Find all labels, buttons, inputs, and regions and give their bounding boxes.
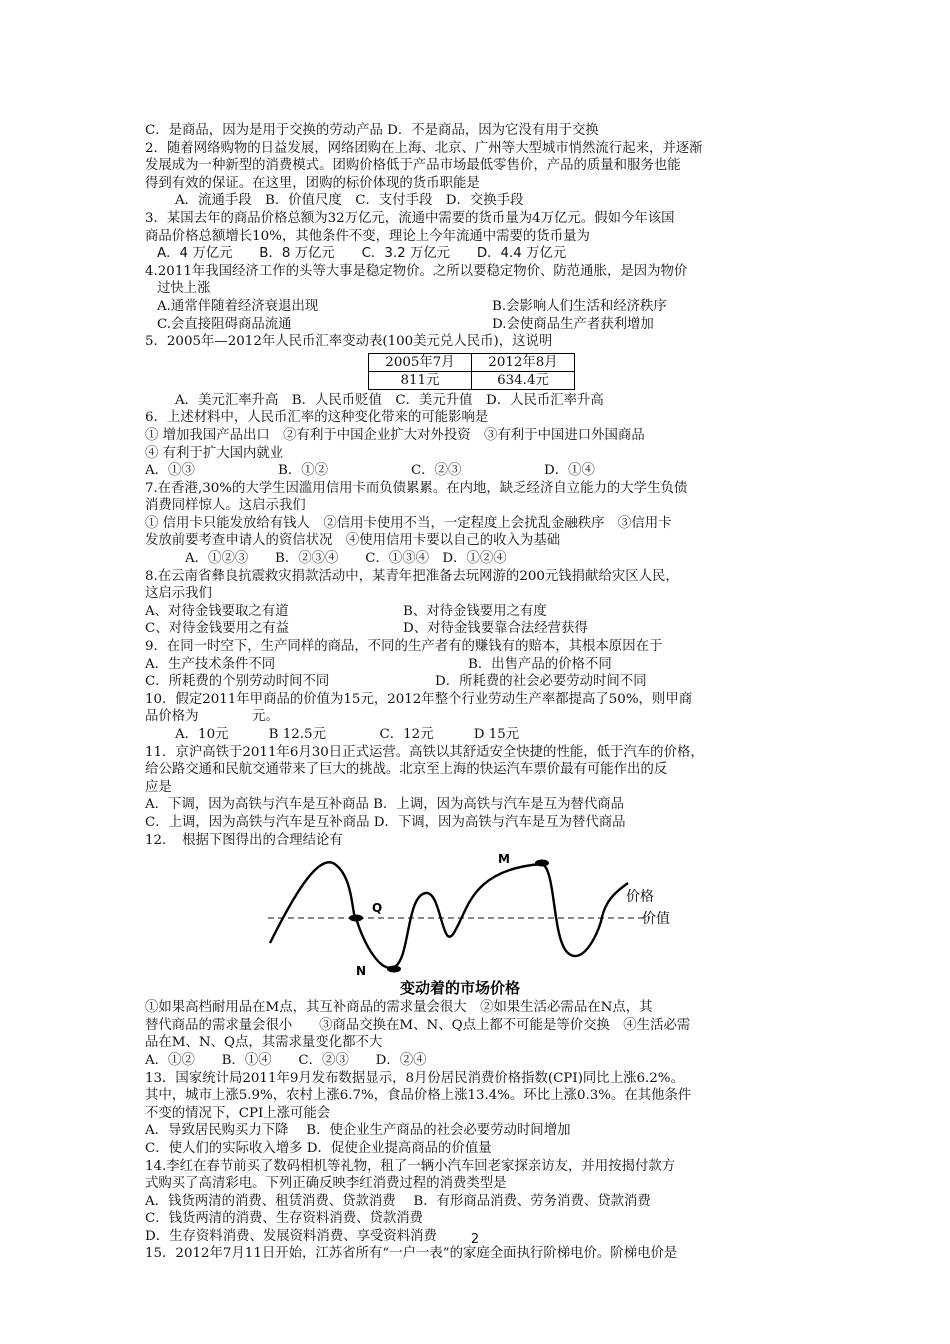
option-d: D.会使商品生产者获利增加 bbox=[492, 316, 654, 332]
option-c: C．所耗费的个别劳动时间不同 bbox=[145, 674, 330, 690]
text-line: C．上调，因为高铁与汽车是互补商品 D．下调，因为高铁与汽车是互为替代商品 bbox=[145, 814, 626, 830]
label-price: 价格 bbox=[626, 889, 654, 906]
question-4: 4.2011年我国经济工作的头等大事是稳定物价。之所以要稳定物价、防范通胀，是因为物价 bbox=[145, 263, 688, 279]
text-line: C．使人们的实际收入增多 D．促使企业提高商品的价值量 bbox=[145, 1140, 492, 1156]
table-cell: 811元 bbox=[369, 371, 472, 389]
text-line: 发展成为一种新型的消费模式。团购价格低于产品市场最低零售价，产品的质量和服务也能 bbox=[145, 158, 681, 174]
option-b: B.会影响人们生活和经济秩序 bbox=[492, 298, 667, 314]
text-line: 消费同样惊人。这启示我们 bbox=[145, 498, 306, 514]
question-13: 13．国家统计局2011年9月发布数据显示，8月份居民消费价格指数(CPI)同比上涨6.2%。 bbox=[145, 1070, 684, 1086]
text-line: 品在M、N、Q点，其需求量变化都不大 bbox=[145, 1035, 383, 1051]
option-a: A.通常伴随着经济衰退出现 bbox=[157, 298, 319, 314]
question-4-options-row bbox=[145, 316, 815, 334]
option-c: C.会直接阻碍商品流通 bbox=[157, 316, 292, 332]
option-b: B．出售产品的价格不同 bbox=[468, 656, 612, 672]
text-line: A．下调，因为高铁与汽车是互补商品 B．上调，因为高铁与汽车是互为替代商品 bbox=[145, 797, 625, 813]
question-3: 3．某国去年的商品价格总额为32万亿元，流通中需要的货币量为4万亿元。假如今年该国 bbox=[145, 210, 675, 226]
point-q-dot bbox=[349, 915, 363, 922]
question-8: 8.在云南省彝良抗震救灾捐款活动中，某青年把准备去玩网游的200元钱捐献给灾区人民， bbox=[145, 568, 679, 584]
text-line: 这启示我们 bbox=[145, 586, 212, 602]
price-curve-diagram bbox=[230, 849, 670, 999]
text-line: C．钱货两清的消费、生存资料消费、贷款消费 bbox=[145, 1211, 424, 1227]
question-5-options: A．美元汇率升高 B．人民币贬值 C．美元升值 D．人民币汇率升高 bbox=[175, 392, 604, 408]
question-8-options-row bbox=[145, 603, 815, 621]
text-line: 品价格为 元。 bbox=[145, 709, 279, 725]
option-a: A．①③ bbox=[145, 463, 195, 479]
text-line: C．是商品，因为是用于交换的劳动产品 D．不是商品，因为它没有用于交换 bbox=[145, 123, 599, 138]
option-d: D．所耗费的社会必要劳动时间不同 bbox=[435, 674, 647, 690]
text-line: 发放前要考查申请人的资信状况 ④使用信用卡要以自己的收入为基础 bbox=[145, 533, 561, 549]
label-q: Q bbox=[372, 901, 383, 916]
question-4-options-row bbox=[145, 298, 815, 316]
question-10-options: A．10元 B 12.5元 C．12元 D 15元 bbox=[175, 727, 520, 742]
question-9-options-row bbox=[145, 656, 815, 674]
table-cell: 634.4元 bbox=[472, 371, 575, 389]
table-header: 2005年7月 bbox=[369, 353, 472, 371]
question-3-options: A．4 万亿元 B．8 万亿元 C．3.2 万亿元 D．4.4 万亿元 bbox=[157, 246, 567, 262]
text-line: 式购买了高清彩电。下列正确反映李红消费过程的消费类型是 bbox=[145, 1176, 507, 1192]
question-14: 14.李红在春节前买了数码相机等礼物，租了一辆小汽车回老家探亲访友，并用按揭付款方 bbox=[145, 1158, 676, 1174]
question-15: 15．2012年7月11日开始，江苏省所有“一户一表”的家庭全面执行阶梯电价。阶梯电价是 bbox=[145, 1246, 678, 1262]
text-line: 其中，城市上涨5.9%，农村上涨6.7%，食品价格上涨13.4%。环比上涨0.3%。在其他条件 bbox=[145, 1088, 692, 1104]
text-line: 不变的情况下，CPI上涨可能会 bbox=[145, 1105, 331, 1121]
table-row bbox=[369, 371, 575, 389]
question-6: 6．上述材料中，人民币汇率的这种变化带来的可能影响是 bbox=[145, 410, 489, 426]
question-10: 10．假定2011年甲商品的价值为15元，2012年整个行业劳动生产率都提高了50%，则甲商 bbox=[145, 691, 693, 707]
text-line: A．钱货两清的消费、租赁消费、贷款消费 B．有形商品消费、劳务消费、贷款消费 bbox=[145, 1193, 651, 1209]
question-9-options-row bbox=[145, 673, 815, 691]
question-2: 2．随着网络购物的日益发展，网络团购在上海、北京、广州等大型城市悄然流行起来，并逐渐 bbox=[145, 140, 703, 156]
question-5: 5．2005年—2012年人民币汇率变动表(100美元兑人民币)，这说明 bbox=[145, 334, 553, 350]
text-line: ④ 有利于扩大国内就业 bbox=[145, 445, 284, 461]
text-line: ①如果高档耐用品在M点，其互补商品的需求量会很大 ②如果生活必需品在N点，其 bbox=[145, 1000, 653, 1016]
label-value: 价值 bbox=[642, 911, 670, 928]
question-12: 12． 根据下图得出的合理结论有 bbox=[145, 832, 343, 848]
text-line: A．导致居民购买力下降 B．使企业生产商品的社会必要劳动时间增加 bbox=[145, 1123, 571, 1139]
question-11: 11．京沪高铁于2011年6月30日正式运营。高铁以其舒适安全快捷的性能，低于汽车的价格， bbox=[145, 744, 704, 760]
question-2-options: A．流通手段 B．价值尺度 C．支付手段 D．交换手段 bbox=[175, 193, 524, 209]
option-a: A、对待金钱要取之有道 bbox=[145, 603, 289, 619]
point-n-dot bbox=[387, 966, 401, 973]
price-curve bbox=[270, 862, 628, 968]
page-number: 2 bbox=[470, 1232, 480, 1247]
question-9: 9．在同一时空下，生产同样的商品，不同的生产者有的赚钱有的赔本，其根本原因在于 bbox=[145, 639, 663, 655]
table-row bbox=[369, 353, 575, 371]
question-12-options: A．①② B．①④ C．②③ D．②④ bbox=[145, 1052, 427, 1068]
text-line: D．生存资料消费、发展资料消费、享受资料消费 bbox=[145, 1228, 437, 1244]
text-line: 替代商品的需求量会很小 ③商品交换在M、N、Q点上都不可能是等价交换 ④生活必需 bbox=[145, 1017, 691, 1033]
option-a: A．生产技术条件不同 bbox=[145, 656, 276, 672]
table-header: 2012年8月 bbox=[472, 353, 575, 371]
text-line: 应是 bbox=[145, 779, 172, 795]
label-n: N bbox=[356, 964, 367, 979]
option-c: C、对待金钱要用之有益 bbox=[145, 621, 290, 637]
option-d: D、对待金钱要靠合法经营获得 bbox=[403, 621, 588, 637]
option-d: D．①④ bbox=[544, 463, 595, 479]
document-body bbox=[145, 122, 815, 1263]
option-b: B、对待金钱要用之有度 bbox=[403, 603, 547, 619]
option-c: C．②③ bbox=[411, 463, 462, 479]
text-line: ① 信用卡只能发放给有钱人 ②信用卡使用不当，一定程度上会扰乱金融秩序 ③信用卡 bbox=[145, 515, 672, 531]
text-line: 过快上涨 bbox=[157, 281, 211, 297]
question-8-options-row bbox=[145, 620, 815, 638]
option-b: B．①② bbox=[278, 463, 329, 479]
text-line: 给公路交通和民航交通带来了巨大的挑战。北京至上海的快运汽车票价最有可能作出的反 bbox=[145, 762, 668, 778]
question-6-options bbox=[145, 462, 815, 480]
exchange-rate-table bbox=[368, 353, 575, 390]
price-value-figure bbox=[145, 849, 815, 999]
label-m: M bbox=[498, 852, 510, 867]
question-7: 7.在香港,30%的大学生因滥用信用卡而负债累累。在内地，缺乏经济自立能力的大学生负债 bbox=[145, 480, 688, 496]
question-7-options: A．①②③ B．②③④ C．①③④ D．①②④ bbox=[185, 551, 507, 567]
text-line: 得到有效的保证。在这里，团购的标价体现的货币职能是 bbox=[145, 175, 480, 191]
text-line: ① 增加我国产品出口 ②有利于中国企业扩大对外投资 ③有利于中国进口外国商品 bbox=[145, 427, 645, 443]
point-m-dot bbox=[535, 860, 549, 867]
text-line: 商品价格总额增长10%，其他条件不变，理论上今年流通中需要的货币量为 bbox=[145, 228, 590, 244]
figure-caption: 变动着的市场价格 bbox=[400, 979, 521, 998]
